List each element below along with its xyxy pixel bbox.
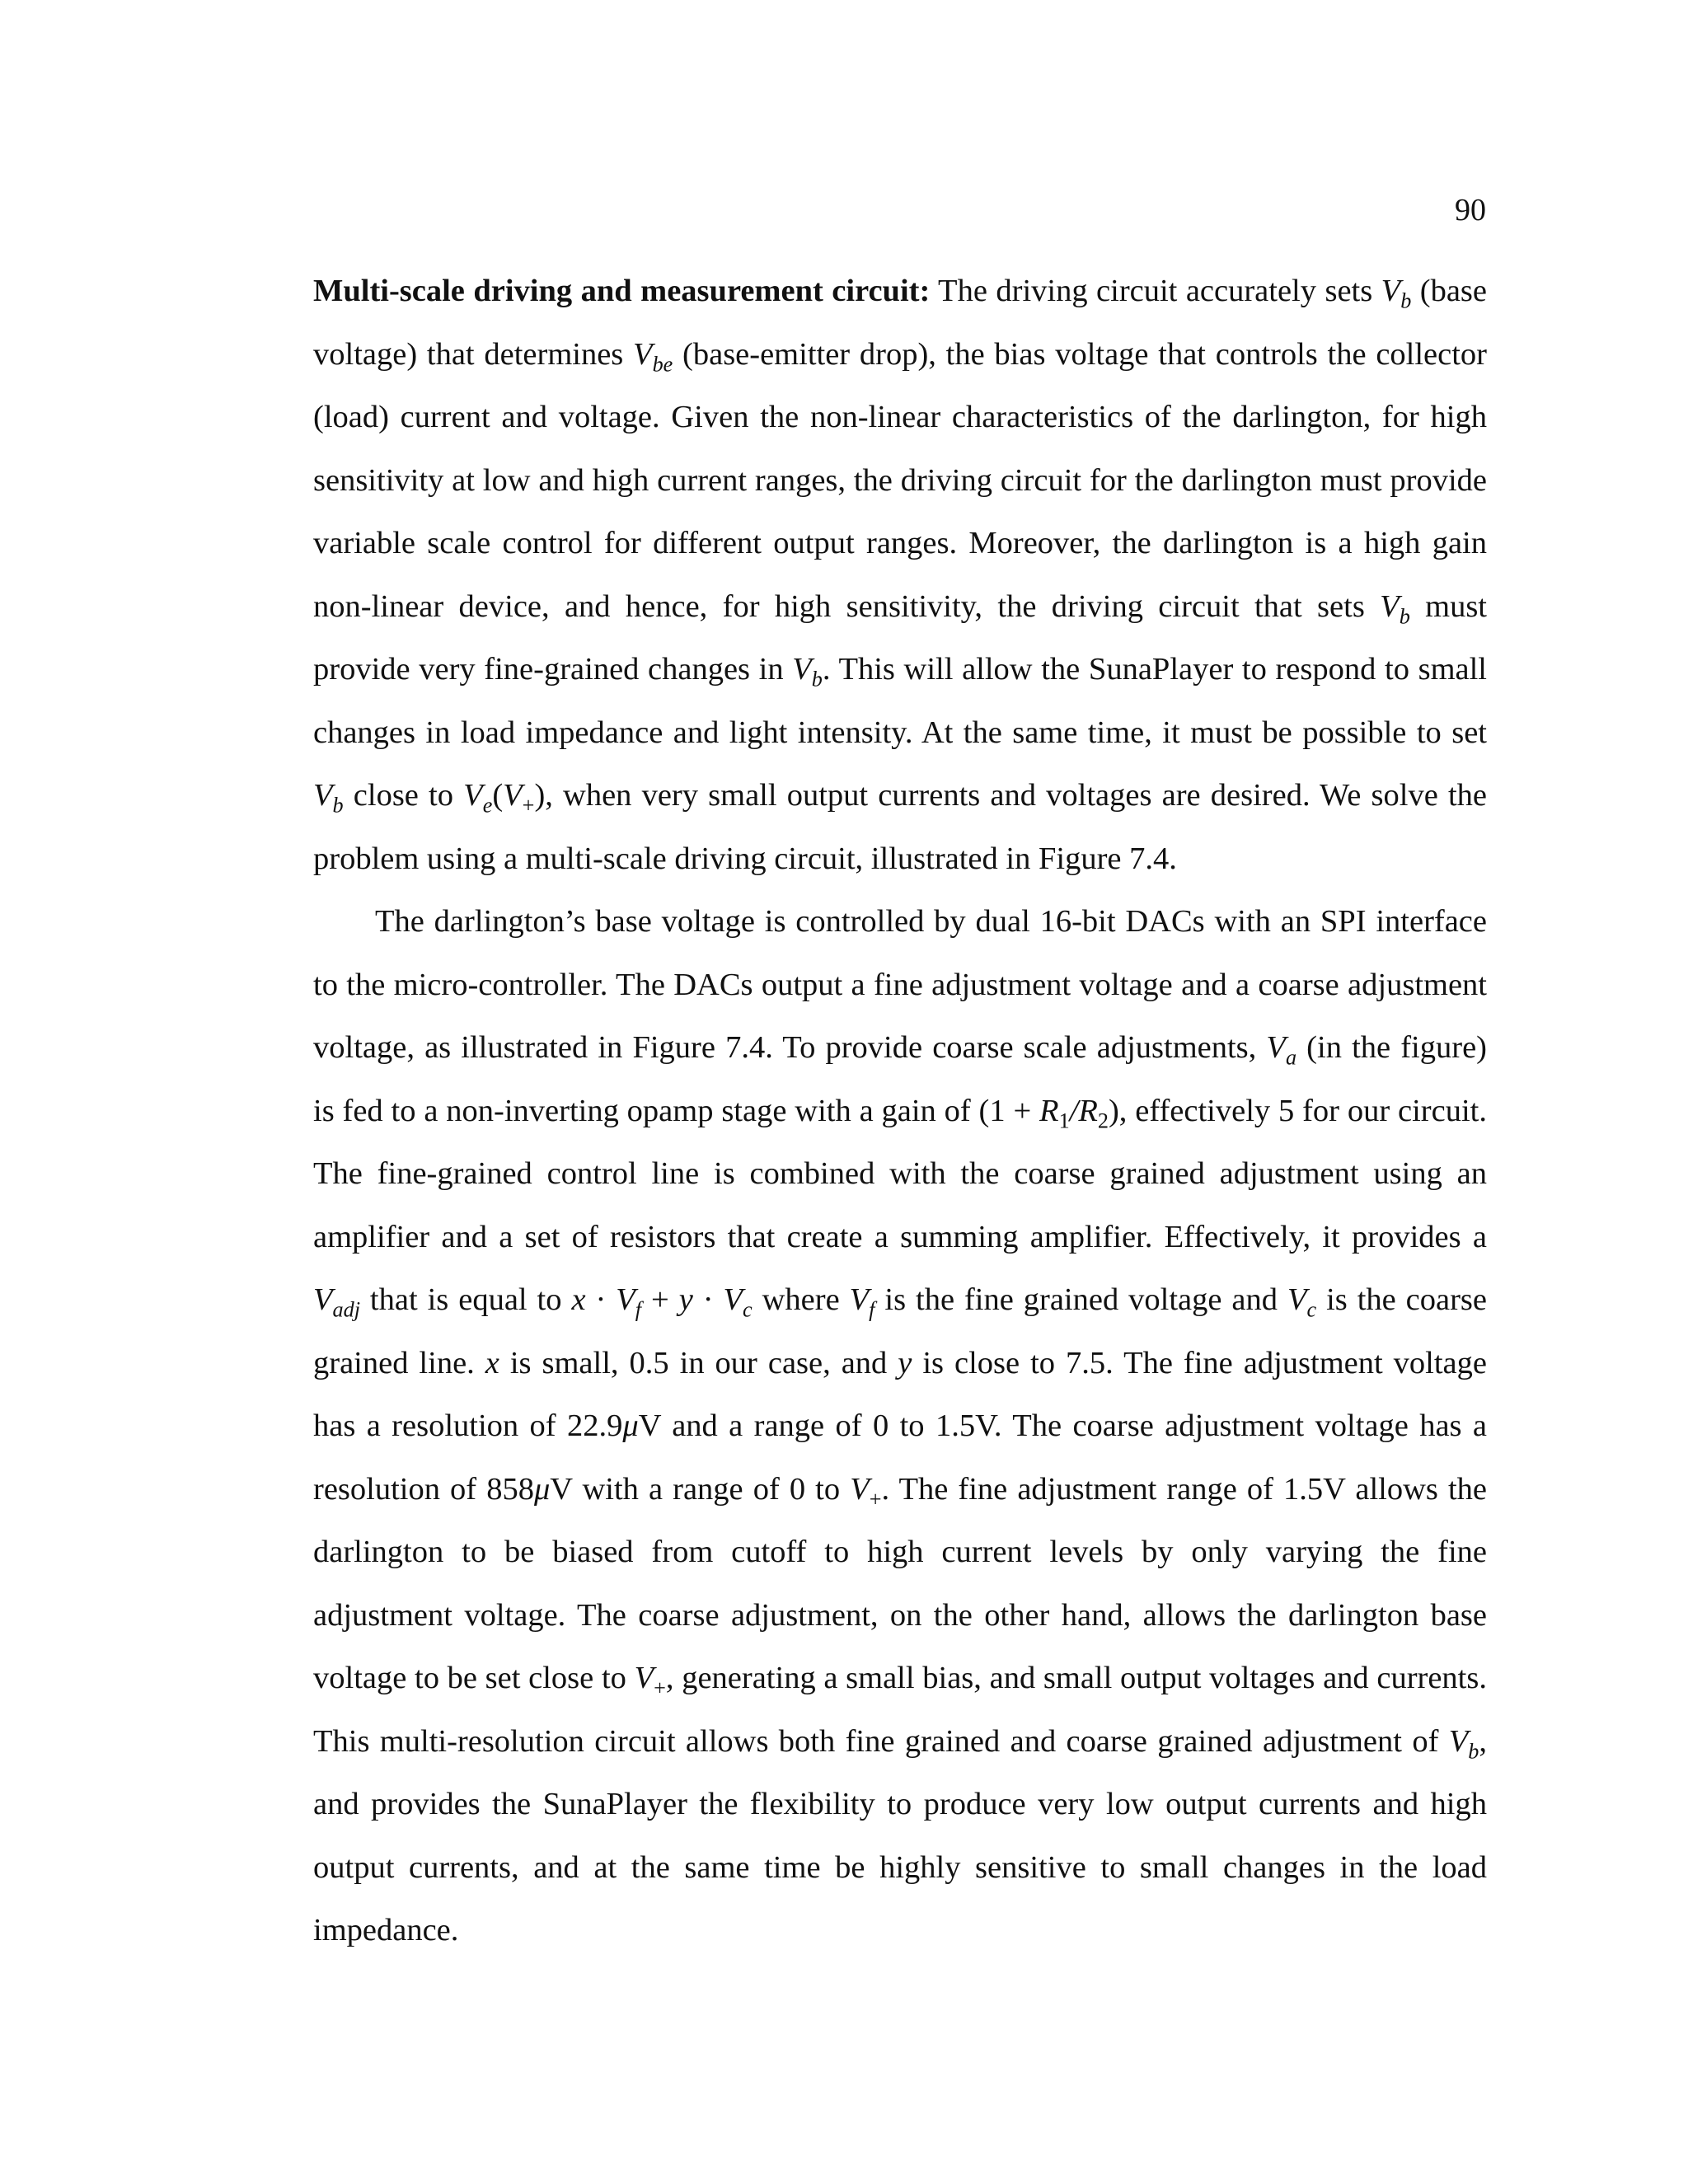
math-sub: e bbox=[482, 793, 493, 818]
math-sub: + bbox=[654, 1675, 666, 1700]
math-sub: b bbox=[1400, 288, 1412, 313]
math-y: y bbox=[898, 1345, 912, 1380]
math-base: V bbox=[1381, 274, 1401, 308]
math-x: x bbox=[485, 1345, 499, 1380]
math-ve-vplus bbox=[463, 778, 546, 818]
text: that is equal to bbox=[359, 1282, 572, 1317]
text: (in the figure) is fed to a non-inverting opamp stage with a gain of (1 + bbox=[313, 1030, 1487, 1128]
math-sub: b bbox=[1399, 604, 1410, 629]
text: (base voltage) that determines bbox=[313, 274, 1487, 372]
text: V and a range of 0 to 1.5V. The coarse adjustment voltage has a resolution of 858 bbox=[313, 1408, 1487, 1507]
paragraph-1 bbox=[313, 260, 1487, 890]
run-in-heading: Multi-scale driving and measurement circuit: bbox=[313, 274, 931, 308]
math-base: V bbox=[1380, 588, 1400, 624]
math-base: V bbox=[313, 778, 333, 813]
math-op: · bbox=[585, 1282, 617, 1317]
math-sub: a bbox=[1285, 1045, 1297, 1070]
math-base: V bbox=[1287, 1282, 1307, 1317]
math-vplus bbox=[850, 1471, 882, 1511]
text: is the coarse grained line. bbox=[313, 1282, 1487, 1380]
text: must provide very fine-grained changes in bbox=[313, 588, 1487, 687]
math-sub: b bbox=[811, 667, 823, 691]
math-base: V bbox=[1448, 1723, 1469, 1759]
text: close to bbox=[343, 778, 464, 813]
math-vbe bbox=[633, 336, 673, 377]
math-sub: c bbox=[1306, 1297, 1317, 1322]
math-sub: + bbox=[869, 1487, 882, 1511]
text: is the fine grained voltage and bbox=[874, 1282, 1287, 1317]
math-sub: 2 bbox=[1097, 1108, 1109, 1133]
text: (base-emitter drop), the bias voltage that controls the collector (load) current and voltage. Given the non-linear characteristics of the darlington, for high sensitivity at low and high current ranges, the driving circuit for the darlington must provide variable scale control for different output ranges. Moreover, the darlington is a high gain non-linear device, and hence, for high sensitivity, the driving circuit that sets bbox=[313, 336, 1488, 624]
math-vb bbox=[1381, 274, 1412, 313]
math-vb bbox=[1448, 1723, 1479, 1764]
paragraph-2 bbox=[313, 890, 1487, 1962]
math-mu: μ bbox=[533, 1471, 551, 1507]
text: The driving circuit accurately sets bbox=[930, 274, 1381, 308]
math-base: V bbox=[849, 1282, 870, 1317]
math-sub: f bbox=[635, 1297, 642, 1322]
math-va bbox=[1266, 1030, 1297, 1070]
text: V with a range of 0 to bbox=[550, 1471, 851, 1507]
math-base: V bbox=[634, 1661, 654, 1695]
math-op: · bbox=[692, 1282, 724, 1317]
math-base: V bbox=[616, 1282, 635, 1317]
math-sub: adj bbox=[332, 1297, 360, 1322]
math-base: R bbox=[1078, 1093, 1098, 1128]
math-sub: b bbox=[332, 793, 344, 818]
math-base: V bbox=[1266, 1030, 1286, 1065]
math-base: V bbox=[850, 1471, 870, 1507]
math-sub: c bbox=[743, 1297, 753, 1322]
math-base: V bbox=[633, 336, 653, 372]
math-expression bbox=[571, 1282, 753, 1322]
text: ), effectively 5 for our circuit. The fine-grained control line is combined with the coarse grained adjustment using an amplifier and a set of resistors that create a summing amplifier. Effectively, it provides a bbox=[313, 1093, 1487, 1254]
math-var: x bbox=[571, 1282, 586, 1317]
math-mu: μ bbox=[622, 1408, 639, 1443]
math-r1-over-r2 bbox=[1039, 1093, 1109, 1133]
text: The darlington’s base voltage is controlled by dual 16-bit DACs with an SPI interface to the micro-controller. The DACs output a fine adjustment voltage and a coarse adjustment voltage, as illustrated in Figure 7.4. To provide coarse scale adjustments, bbox=[313, 904, 1487, 1065]
math-vplus bbox=[634, 1661, 666, 1700]
math-vc bbox=[1287, 1282, 1317, 1322]
math-sub: b bbox=[1468, 1739, 1479, 1764]
math-slash: / bbox=[1069, 1093, 1079, 1128]
math-sub: be bbox=[652, 352, 673, 377]
math-base: V bbox=[503, 778, 523, 813]
math-base: V bbox=[463, 778, 483, 813]
text: is small, 0.5 in our case, and bbox=[499, 1345, 898, 1380]
math-base: V bbox=[792, 652, 812, 687]
text: , and provides the SunaPlayer the flexibility to produce very low output currents and high output currents, and at the same time be highly sensitive to small changes in the load impedance. bbox=[313, 1723, 1487, 1947]
math-vb bbox=[1380, 588, 1410, 629]
math-paren-open: ( bbox=[492, 778, 504, 813]
math-sub: f bbox=[869, 1297, 875, 1322]
math-op: + bbox=[641, 1282, 679, 1317]
text: . The fine adjustment range of 1.5V allows the darlington to be biased from cutoff to high current levels by only varying the fine adjustment voltage. The coarse adjustment, on the other hand, allows the darlington base voltage to be set close to bbox=[313, 1471, 1487, 1695]
math-vadj bbox=[313, 1282, 360, 1322]
math-base: V bbox=[723, 1282, 743, 1317]
page-number: 90 bbox=[1455, 193, 1486, 227]
math-vb bbox=[313, 778, 344, 818]
text: , generating a small bias, and small output voltages and currents. This multi-resolution circuit allows both fine grained and coarse grained adjustment of bbox=[313, 1661, 1487, 1759]
math-var: y bbox=[678, 1282, 693, 1317]
text: where bbox=[752, 1282, 850, 1317]
math-vf bbox=[849, 1282, 875, 1322]
math-sub: + bbox=[522, 793, 535, 818]
text: . This will allow the SunaPlayer to respond to small changes in load impedance and light intensity. At the same time, it must be possible to set bbox=[313, 652, 1488, 750]
text: is close to 7.5. The fine adjustment voltage has a resolution of 22.9 bbox=[313, 1345, 1487, 1443]
math-base: R bbox=[1039, 1093, 1059, 1128]
body-text bbox=[313, 260, 1487, 1962]
math-base: V bbox=[313, 1282, 333, 1317]
math-vb bbox=[792, 652, 823, 691]
math-sub: 1 bbox=[1058, 1108, 1070, 1133]
math-paren-close: ) bbox=[534, 778, 546, 813]
text: , when very small output currents and voltages are desired. We solve the problem using a multi-scale driving circuit, illustrated in Figure 7.4. bbox=[313, 778, 1487, 876]
